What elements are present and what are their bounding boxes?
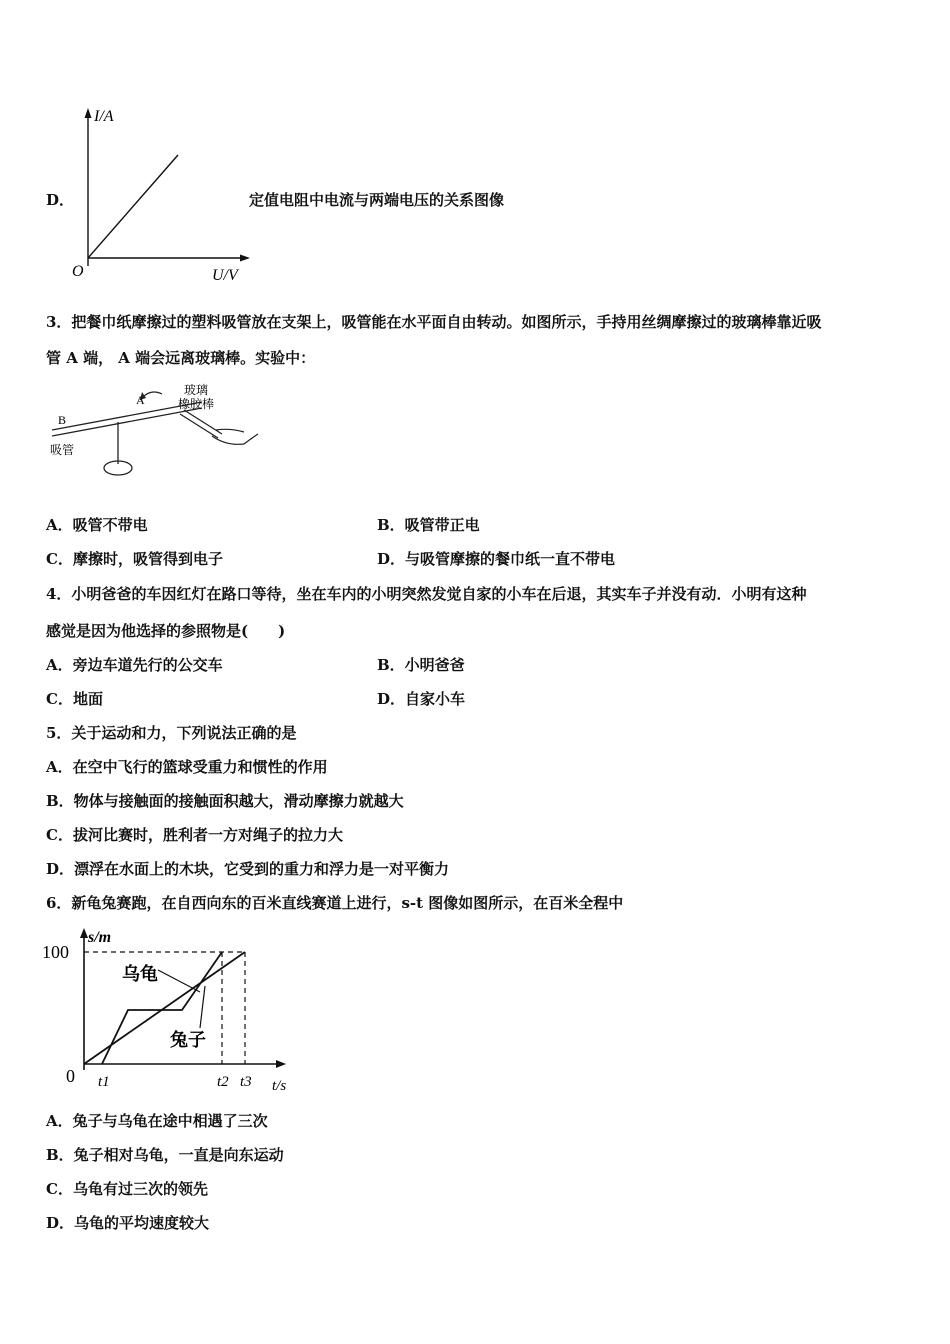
q4-option-a[interactable]: A．旁边车道先行的公交车: [46, 656, 223, 674]
q5-stem: 5．关于运动和力，下列说法正确的是: [46, 724, 297, 742]
q6-stem: 6．新龟兔赛跑，在自西向东的百米直线赛道上进行，s-t 图像如图所示，在百米全程中: [46, 894, 624, 912]
q6-option-b[interactable]: B．兔子相对乌龟，一直是向东运动: [46, 1146, 284, 1164]
q3-option-a[interactable]: A．吸管不带电: [46, 516, 148, 534]
q5-option-d[interactable]: D．漂浮在水面上的木块，它受到的重力和浮力是一对平衡力: [46, 860, 450, 878]
q5-option-c[interactable]: C．拔河比赛时，胜利者一方对绳子的拉力大: [46, 826, 343, 844]
straw-bottom-edge: [52, 408, 202, 436]
q2-option-d-label: D．: [46, 191, 75, 209]
t1-label: t1: [98, 1074, 110, 1090]
t-axis-arrow: [276, 1060, 286, 1068]
q3-option-c[interactable]: C．摩擦时，吸管得到电子: [46, 550, 223, 568]
q4-option-d[interactable]: D．自家小车: [377, 690, 466, 708]
s-axis-arrow: [80, 928, 88, 938]
q2-option-d-caption: 定值电阻中电流与两端电压的关系图像: [249, 191, 505, 209]
y-axis-label: I/A: [94, 108, 114, 125]
t2-label: t2: [217, 1074, 229, 1090]
tortoise-line: [84, 952, 245, 1064]
end-a-label: A: [136, 393, 145, 407]
straw-experiment-figure: [44, 376, 264, 484]
current-voltage-graph: [66, 100, 266, 289]
rod-label-bottom: 橡胶棒: [178, 397, 215, 411]
straw-label: 吸管: [50, 443, 75, 457]
q6-option-a[interactable]: A．兔子与乌龟在途中相遇了三次: [46, 1112, 268, 1130]
q4-stem-line2: 感觉是因为他选择的参照物是( ): [46, 622, 286, 640]
s100-tick: 100: [42, 942, 69, 962]
end-b-label: B: [58, 413, 67, 427]
rod-label-top: 玻璃: [184, 383, 209, 397]
s-axis-label: s/m: [88, 929, 112, 946]
q4-option-b[interactable]: B．小明爸爸: [377, 656, 465, 674]
q5-option-b[interactable]: B．物体与接触面的接触面积越大，滑动摩擦力就越大: [46, 792, 404, 810]
q5-option-a[interactable]: A．在空中飞行的篮球受重力和惯性的作用: [46, 758, 328, 776]
iv-line: [88, 155, 178, 258]
q4-stem-line1: 4．小明爸爸的车因红灯在路口等待，坐在车内的小明突然发觉自家的小车在后退，其实车子并没有动．小明有这种: [46, 585, 807, 603]
q6-option-d[interactable]: D．乌龟的平均速度较大: [46, 1214, 210, 1232]
tortoise-label: 乌龟: [122, 964, 158, 984]
t-axis-label: t/s: [272, 1078, 287, 1094]
q3-stem-line2: 管 A 端， A 端会远离玻璃棒。实验中：: [46, 349, 316, 367]
tortoise-rabbit-st-graph: [40, 920, 300, 1104]
y-axis-arrow: [85, 108, 92, 118]
q3-stem-line1: 3．把餐巾纸摩擦过的塑料吸管放在支架上，吸管能在水平面自由转动。如图所示，手持用丝绸摩擦过的玻璃棒靠近吸: [46, 313, 822, 331]
x-axis-arrow: [240, 255, 250, 262]
rod-edge-1: [180, 414, 218, 438]
rabbit-pointer: [200, 986, 205, 1028]
t3-label: t3: [240, 1074, 252, 1090]
x-axis-label: U/V: [212, 267, 238, 284]
rabbit-label: 兔子: [170, 1030, 206, 1050]
q3-option-d[interactable]: D．与吸管摩擦的餐巾纸一直不带电: [377, 550, 616, 568]
origin-label: 0: [66, 1066, 75, 1086]
q6-option-c[interactable]: C．乌龟有过三次的领先: [46, 1180, 208, 1198]
tortoise-pointer: [158, 970, 200, 992]
q3-option-b[interactable]: B．吸管带正电: [377, 516, 480, 534]
q4-option-c[interactable]: C．地面: [46, 690, 103, 708]
origin-label: O: [72, 263, 84, 280]
